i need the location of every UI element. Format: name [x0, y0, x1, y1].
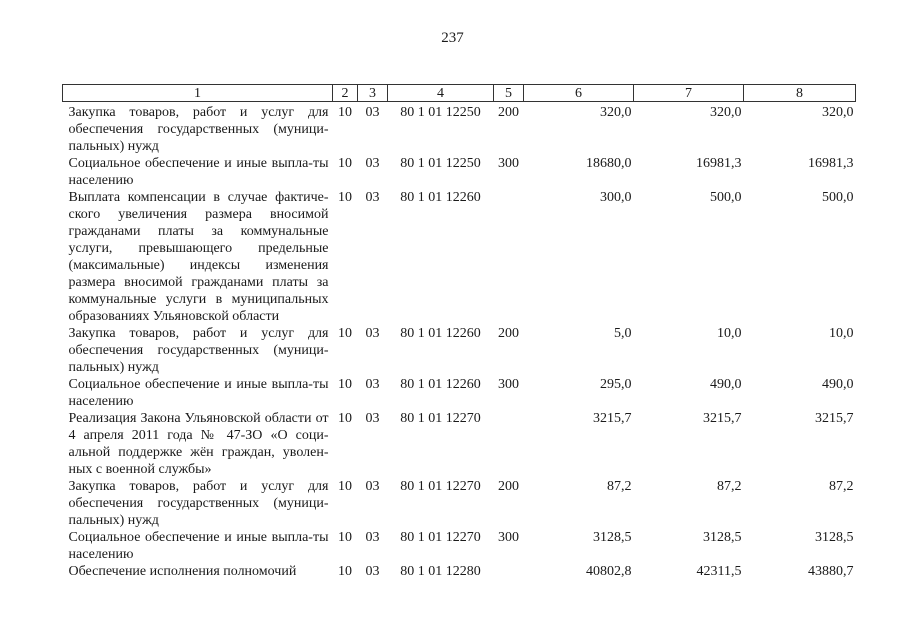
row-value-6: 87,2 [607, 479, 632, 494]
row-name: Закупка товаров, работ и услуг для обеспечения государственных (муници-пальных) нужд [68, 326, 329, 375]
row-expense-type: 200 [498, 479, 519, 494]
row-value-6: 40802,8 [586, 564, 632, 579]
row-value-7: 42311,5 [696, 564, 742, 579]
row-expense-type: 300 [498, 156, 519, 171]
row-subsection: 03 [365, 530, 380, 545]
row-target-code: 80 1 01 12260 [400, 326, 481, 341]
page-number: 237 [441, 30, 464, 46]
row-subsection: 03 [365, 190, 380, 205]
row-value-7: 10,0 [717, 326, 742, 341]
row-expense-type [494, 189, 524, 325]
row-value-6: 295,0 [600, 377, 632, 392]
row-expense-type: 200 [498, 105, 519, 120]
row-value-8: 500,0 [822, 190, 854, 205]
row-expense-type: 300 [498, 530, 519, 545]
row-target-code: 80 1 01 12270 [400, 411, 481, 426]
row-value-6: 18680,0 [586, 156, 632, 171]
row-section: 10 [338, 190, 352, 205]
table-row [63, 104, 856, 155]
row-name: Закупка товаров, работ и услуг для обеспечения государственных (муници-пальных) нужд [68, 105, 329, 154]
row-name: Обеспечение исполнения полномочий [68, 564, 297, 579]
row-value-7: 3215,7 [703, 411, 742, 426]
row-subsection: 03 [365, 479, 380, 494]
row-subsection: 03 [365, 377, 380, 392]
row-name: Социальное обеспечение и иные выпла-ты населению [68, 377, 329, 409]
row-expense-type [494, 563, 524, 580]
row-name: Реализация Закона Ульяновской области от 4 апреля 2011 года № 47-ЗО «О соци-альной поддержке жён граждан, уволен-ных с военной службы» [68, 411, 329, 477]
table-row [63, 155, 856, 189]
table-row [63, 529, 856, 563]
row-subsection: 03 [365, 411, 380, 426]
row-target-code: 80 1 01 12270 [400, 479, 481, 494]
row-section: 10 [338, 530, 352, 545]
table-row [63, 563, 856, 580]
row-target-code: 80 1 01 12250 [400, 156, 481, 171]
header-col-6: 6 [524, 85, 634, 102]
row-value-6: 300,0 [600, 190, 632, 205]
row-section: 10 [338, 105, 352, 120]
row-value-8: 16981,3 [808, 156, 854, 171]
header-col-4: 4 [388, 85, 494, 102]
row-value-8: 43880,7 [808, 564, 854, 579]
row-value-6: 3128,5 [593, 530, 632, 545]
row-target-code: 80 1 01 12280 [400, 564, 481, 579]
header-col-1: 1 [63, 85, 333, 102]
row-section: 10 [338, 326, 352, 341]
row-section: 10 [338, 479, 352, 494]
row-value-8: 87,2 [829, 479, 854, 494]
budget-table [62, 84, 856, 580]
row-value-8: 3215,7 [815, 411, 854, 426]
table-row [63, 325, 856, 376]
row-value-8: 320,0 [822, 105, 854, 120]
row-subsection: 03 [365, 105, 380, 120]
row-expense-type: 200 [498, 326, 519, 341]
row-target-code: 80 1 01 12250 [400, 105, 481, 120]
row-section: 10 [338, 411, 352, 426]
table-row [63, 189, 856, 325]
row-name: Закупка товаров, работ и услуг для обеспечения государственных (муници-пальных) нужд [68, 479, 329, 528]
row-value-8: 10,0 [829, 326, 854, 341]
row-section: 10 [338, 377, 352, 392]
header-col-7: 7 [634, 85, 744, 102]
row-value-7: 490,0 [710, 377, 742, 392]
row-value-7: 87,2 [717, 479, 742, 494]
row-value-7: 3128,5 [703, 530, 742, 545]
row-section: 10 [338, 564, 352, 579]
row-value-6: 320,0 [600, 105, 632, 120]
table-row [63, 478, 856, 529]
row-value-8: 3128,5 [815, 530, 854, 545]
row-section: 10 [338, 156, 352, 171]
row-value-8: 490,0 [822, 377, 854, 392]
row-name: Социальное обеспечение и иные выпла-ты населению [68, 530, 329, 562]
table-header-row [63, 85, 856, 102]
row-value-7: 500,0 [710, 190, 742, 205]
row-subsection: 03 [365, 564, 380, 579]
header-col-3: 3 [358, 85, 388, 102]
header-col-2: 2 [333, 85, 358, 102]
header-col-5: 5 [494, 85, 524, 102]
row-value-7: 16981,3 [696, 156, 742, 171]
table-row [63, 376, 856, 410]
row-value-7: 320,0 [710, 105, 742, 120]
row-name: Выплата компенсации в случае фактиче-ского увеличения размера вносимой гражданами платы за коммунальные услуги, превышающего предельные (максимальные) индексы изменения размера вносимой гражданами платы за коммунальные услуги в муниципальных образованиях Ульяновской области [68, 190, 329, 324]
row-name: Социальное обеспечение и иные выпла-ты населению [68, 156, 329, 188]
row-value-6: 5,0 [614, 326, 632, 341]
row-target-code: 80 1 01 12260 [400, 190, 481, 205]
header-col-8: 8 [744, 85, 856, 102]
row-target-code: 80 1 01 12270 [400, 530, 481, 545]
row-target-code: 80 1 01 12260 [400, 377, 481, 392]
row-expense-type [494, 410, 524, 478]
row-expense-type: 300 [498, 377, 519, 392]
table-row [63, 410, 856, 478]
row-subsection: 03 [365, 156, 380, 171]
row-value-6: 3215,7 [593, 411, 632, 426]
row-subsection: 03 [365, 326, 380, 341]
